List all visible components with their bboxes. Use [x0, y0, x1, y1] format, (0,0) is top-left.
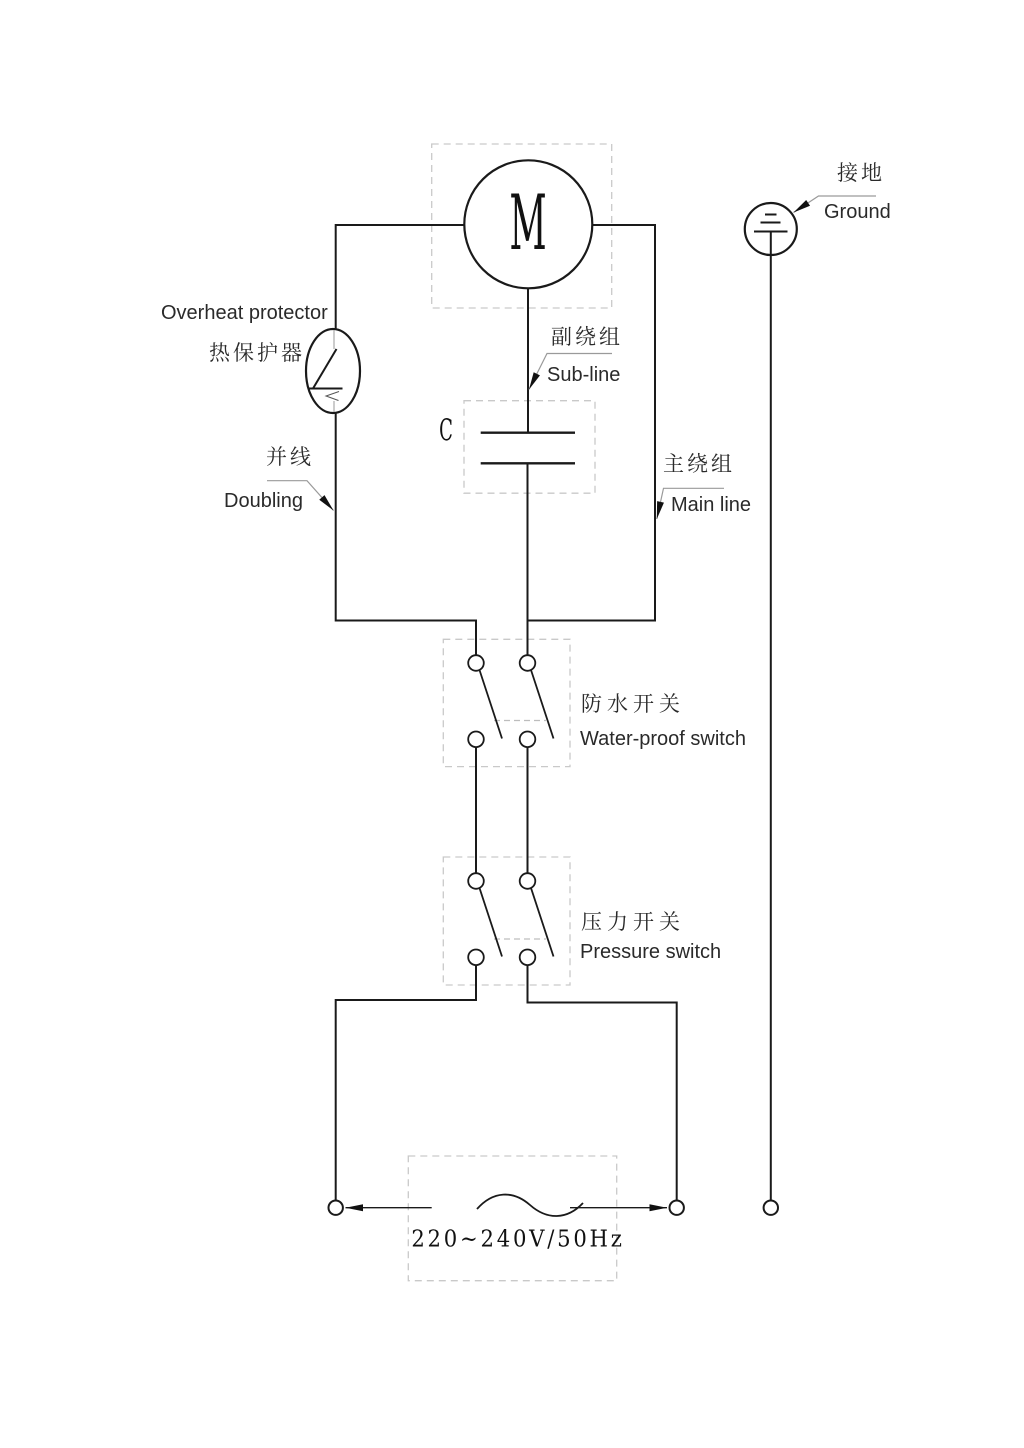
- capacitor-letter: C: [439, 413, 453, 449]
- waterproof-terminal-top-left: [468, 655, 484, 671]
- overheat-release-arrow: [326, 392, 339, 401]
- wire-left-rail-top: [336, 225, 465, 330]
- waterproof-blade-left: [480, 670, 503, 739]
- power-rating-label: 220~240V/50Hz: [411, 1226, 625, 1253]
- wire-switch2-to-power-right: [528, 965, 677, 1200]
- mainline-label-zh: 主绕组: [663, 453, 735, 476]
- waterproof-switch-symbol: [468, 655, 553, 747]
- power-terminal-right: [670, 1201, 684, 1215]
- capacitor-dashed-box: [464, 401, 595, 494]
- mainline-label-en: Main line: [671, 494, 752, 516]
- overheat-protector-label-en: Overheat protector: [161, 302, 328, 324]
- pressure-switch-label-zh: 压力开关: [581, 911, 685, 934]
- wire-right-rail: [528, 225, 656, 621]
- power-source-symbol: [346, 1195, 668, 1216]
- pressure-blade-left: [480, 888, 503, 957]
- overheat-protector-label-zh: 热保护器: [209, 342, 305, 365]
- waterproof-blade-right: [531, 670, 554, 739]
- overheat-protector-symbol: [306, 329, 360, 413]
- pressure-terminal-top-right: [520, 873, 536, 889]
- waterproof-terminal-bottom-left: [468, 732, 484, 748]
- power-source-dashed-box: [408, 1156, 616, 1281]
- overheat-blade: [313, 349, 337, 389]
- capacitor-symbol: [481, 433, 575, 464]
- wire-left-rail-bottom: [336, 413, 476, 656]
- doubling-label-zh: 并线: [266, 446, 314, 469]
- pressure-switch-symbol: [468, 873, 553, 965]
- ac-sine-wave: [477, 1195, 583, 1216]
- power-terminal-left: [329, 1201, 343, 1215]
- waterproof-switch-label-zh: 防水开关: [581, 693, 685, 716]
- pressure-terminal-top-left: [468, 873, 484, 889]
- pressure-blade-right: [531, 888, 554, 957]
- pressure-switch-dashed-box: [443, 857, 570, 985]
- pressure-terminal-bottom-left: [468, 950, 484, 966]
- wire-switch2-to-power-left: [336, 965, 476, 1200]
- overheat-protector-ellipse: [306, 329, 360, 413]
- motor-letter: M: [509, 177, 547, 267]
- subline-label-en: Sub-line: [547, 364, 621, 386]
- doubling-label-en: Doubling: [224, 490, 303, 512]
- waterproof-switch-label-en: Water-proof switch: [580, 728, 746, 750]
- waterproof-switch-dashed-box: [443, 639, 570, 766]
- subline-label-zh: 副绕组: [551, 326, 623, 349]
- pressure-switch-label-en: Pressure switch: [580, 941, 722, 963]
- waterproof-terminal-bottom-right: [520, 732, 536, 748]
- pressure-terminal-bottom-right: [520, 950, 536, 966]
- ground-terminal: [764, 1201, 778, 1215]
- ground-label-zh: 接地: [837, 162, 885, 185]
- waterproof-terminal-top-right: [520, 655, 536, 671]
- ground-label-en: Ground: [824, 201, 891, 223]
